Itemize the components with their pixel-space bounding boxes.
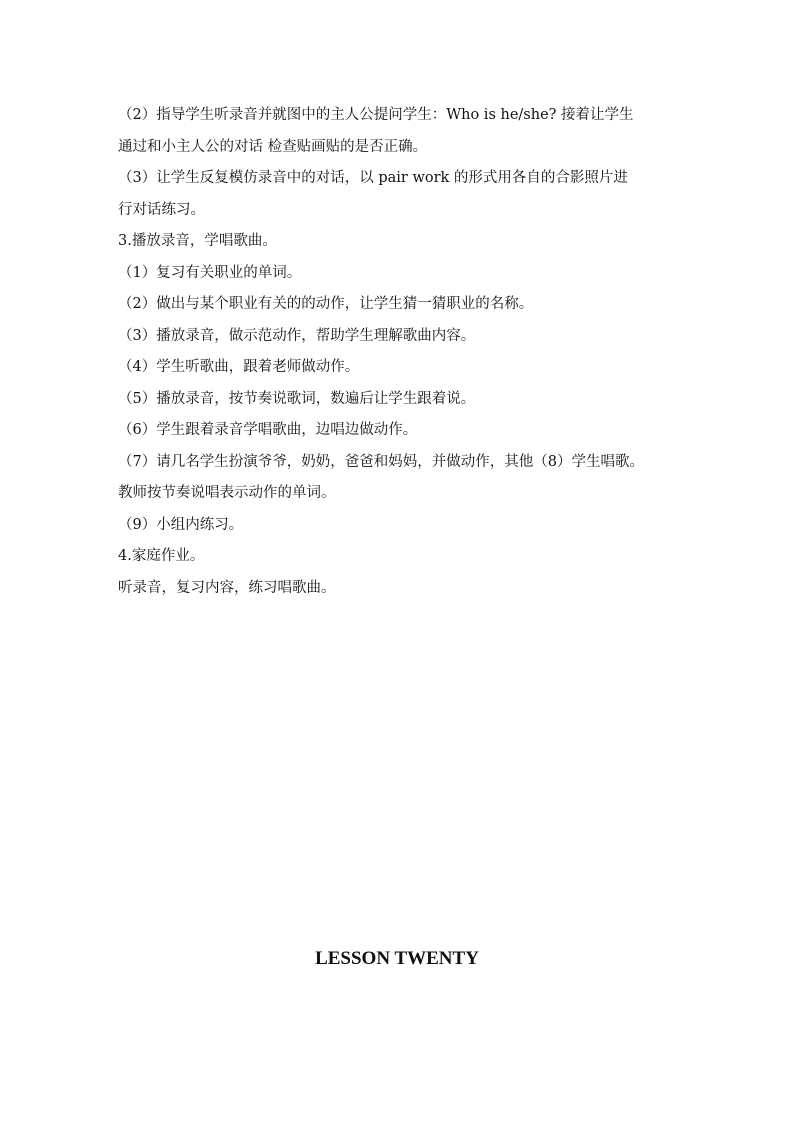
text-line: （5）播放录音，按节奏说歌词，数遍后让学生跟着说。 xyxy=(118,390,476,407)
text-line: （7）请几名学生扮演爷爷，奶奶，爸爸和妈妈，并做动作，其他（8）学生唱歌。 xyxy=(118,453,644,470)
document-body xyxy=(118,100,680,604)
text-line: 教师按节奏说唱表示动作的单词。 xyxy=(118,485,336,501)
text-line: （6）学生跟着录音学唱歌曲，边唱边做动作。 xyxy=(118,422,418,438)
text-line: （3）让学生反复模仿录音中的对话，以 pair work 的形式用各自的合影照片进 xyxy=(118,170,628,186)
section-heading: 4.家庭作业。 xyxy=(118,548,205,564)
text-line: （9）小组内练习。 xyxy=(118,516,244,533)
text-line: （3）播放录音，做示范动作，帮助学生理解歌曲内容。 xyxy=(118,327,476,344)
text-line: （2）做出与某个职业有关的的动作，让学生猜一猜职业的名称。 xyxy=(118,296,534,312)
text-line: （2）指导学生听录音并就图中的主人公提问学生：Who is he/she? 接着让学生 xyxy=(118,107,634,123)
text-line: 通过和小主人公的对话 检查贴画贴的是否正确。 xyxy=(118,138,428,155)
text-line: （4）学生听歌曲，跟着老师做动作。 xyxy=(118,359,360,375)
text-line: 听录音，复习内容，练习唱歌曲。 xyxy=(118,579,336,596)
text-line: 行对话练习。 xyxy=(118,201,205,218)
lesson-heading: LESSON TWENTY xyxy=(315,948,479,969)
section-heading: 3.播放录音，学唱歌曲。 xyxy=(118,233,277,249)
text-line: （1）复习有关职业的单词。 xyxy=(118,264,302,281)
